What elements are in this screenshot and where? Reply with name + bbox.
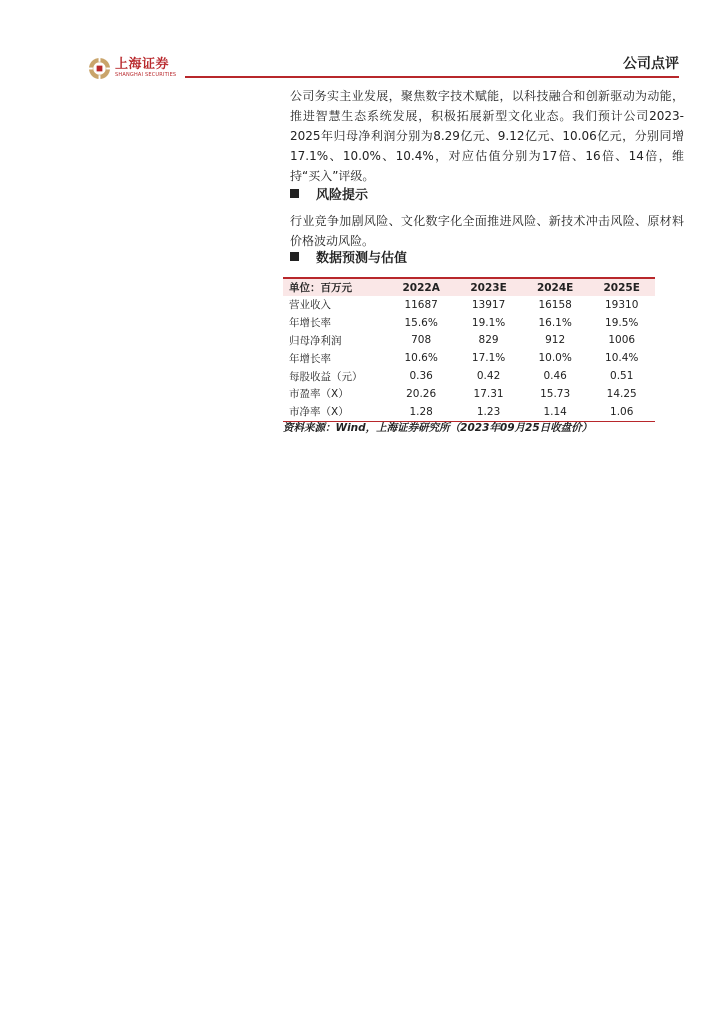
table-cell: 14.25 (606, 387, 637, 400)
header-cell-2022a: 2022A (387, 279, 455, 296)
row-label: 年增长率 (289, 317, 331, 330)
header-cell-2024e: 2024E (522, 279, 589, 296)
table-cell: 0.42 (476, 370, 501, 383)
risk-section-heading (290, 184, 368, 203)
table-cell: 15.6% (404, 316, 438, 329)
header-cell-2025e: 2025E (588, 279, 655, 296)
report-type-title: 公司点评 (623, 56, 679, 72)
risk-paragraph: 行业竞争加剧风险、文化数字化全面推进风险、新技术冲击风险、原材料价格波动风险。 (290, 214, 684, 248)
bullet-square-icon (290, 252, 299, 261)
table-cell: 10.6% (404, 352, 438, 365)
header-cell-2023e: 2023E (455, 279, 522, 296)
table-cell: 16158 (538, 298, 572, 311)
table-cell: 912 (545, 334, 566, 347)
header-divider (185, 76, 679, 78)
row-label: 归母净利润 (289, 334, 342, 347)
table-source-note: 资料来源：Wind，上海证券研究所（2023年09月25日收盘价） (283, 422, 593, 434)
table-cell: 11687 (404, 298, 438, 311)
table-cell: 1.06 (588, 403, 655, 421)
table-row (283, 367, 655, 385)
logo-chinese-name: 上海证券 (115, 57, 170, 72)
table-cell: 1006 (608, 334, 636, 347)
table-row (283, 314, 655, 332)
summary-paragraph: 公司务实主业发展，聚焦数字技术赋能，以科技融合和创新驱动为动能，推进智慧生态系统发展，积极拓展新型文化业态。我们预计公司2023-2025年归母净利润分别为8.29亿元、9.12亿元、10.06亿元，分别同增17.1%、10.0%、10.4%，对应估值分别为17倍、16倍、14倍，维持“买入”评级。 (290, 89, 684, 183)
table-cell: 19.5% (605, 316, 639, 329)
risk-heading-text: 风险提示 (316, 188, 369, 203)
table-row (283, 385, 655, 403)
table-row (283, 403, 655, 421)
table-row (283, 296, 655, 314)
table-cell: 1.14 (522, 403, 589, 421)
table-cell: 17.1% (471, 352, 506, 365)
table-cell: 0.51 (610, 370, 634, 383)
table-cell: 10.4% (605, 352, 639, 365)
forecast-heading-text: 数据预测与估值 (316, 251, 408, 266)
bullet-square-icon (290, 189, 299, 198)
table-cell: 0.36 (409, 370, 433, 383)
table-row (283, 349, 655, 367)
logo-english-name: SHANGHAI SECURITIES (115, 72, 177, 78)
table-cell: 13917 (471, 298, 506, 311)
table-cell: 10.0% (538, 352, 572, 365)
table-cell: 0.46 (543, 370, 567, 383)
row-label: 年增长率 (289, 352, 331, 365)
table-cell: 708 (411, 334, 432, 347)
table-header-row (283, 279, 655, 296)
forecast-section-heading (290, 247, 407, 266)
table-cell: 17.31 (473, 387, 504, 400)
table-cell: 20.26 (406, 387, 437, 400)
table-cell: 15.73 (540, 387, 571, 400)
table-cell: 16.1% (538, 316, 572, 329)
table-row (283, 332, 655, 350)
row-label: 营业收入 (289, 299, 331, 312)
table-cell: 19.1% (471, 316, 506, 329)
row-label: 每股收益（元） (289, 370, 363, 383)
brand-logo (88, 57, 176, 80)
table-cell: 19310 (605, 298, 639, 311)
forecast-table (283, 279, 655, 422)
row-label: 市盈率（X） (289, 388, 349, 401)
table-cell: 1.23 (455, 403, 522, 421)
row-label: 市净率（X） (283, 403, 387, 421)
table-cell: 829 (478, 334, 499, 347)
header-cell-unit: 单位：百万元 (283, 279, 387, 296)
logo-mark-icon (88, 57, 111, 80)
table-cell: 1.28 (387, 403, 455, 421)
